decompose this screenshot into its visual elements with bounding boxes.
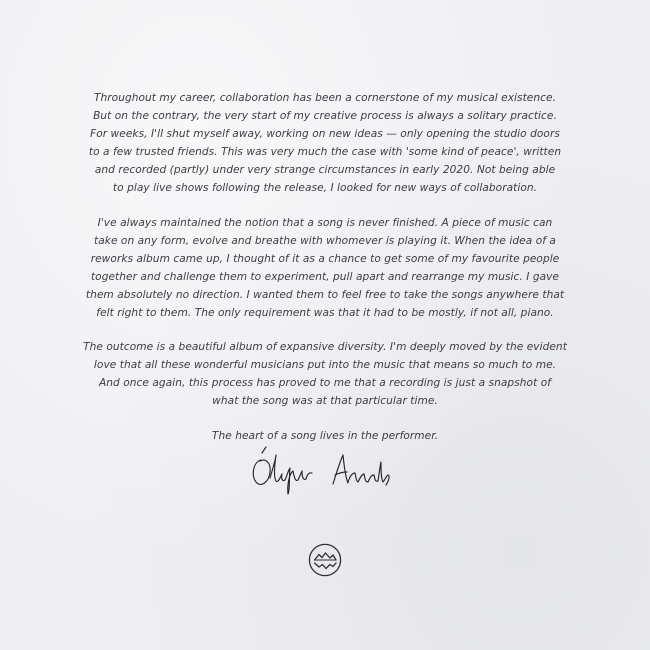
paragraph-2	[78, 214, 572, 323]
paragraph-line: to play live shows following the release, I looked for new ways of collaboration.	[112, 182, 538, 195]
paragraph-3	[78, 338, 572, 410]
paragraph-line: felt right to them. The only requirement was that it had to be mostly, if not all, piano.	[96, 307, 554, 320]
paragraph-line: For weeks, I'll shut myself away, working on new ideas — only opening the studio doors	[90, 128, 560, 141]
paragraph-line: And once again, this process has proved to me that a recording is just a snapshot of	[98, 377, 552, 390]
paragraph-line: I've always maintained the notion that a song is never finished. A piece of music can	[97, 216, 553, 229]
paragraph-line: and recorded (partly) under very strange circumstances in early 2020. Not being able	[94, 164, 556, 177]
paragraph-line: The outcome is a beautiful album of expansive diversity. I'm deeply moved by the evident	[83, 341, 567, 354]
paragraph-line: them absolutely no direction. I wanted them to feel free to take the songs anywhere that	[85, 288, 565, 301]
paragraph-line: reworks album came up, I thought of it as a chance to get some of my favourite people	[90, 252, 560, 265]
paragraph-line: what the song was at that particular time.	[212, 395, 438, 408]
paragraph-1	[78, 89, 572, 198]
paragraph-line: Throughout my career, collaboration has been a cornerstone of my musical existence.	[93, 92, 557, 104]
closing-line: The heart of a song lives in the performer.	[211, 429, 439, 442]
paragraph-line: But on the contrary, the very start of my creative process is always a solitary practice.	[93, 110, 557, 123]
paragraph-line: to a few trusted friends. This was very much the case with 'some kind of peace', written	[88, 146, 562, 159]
letter-body	[78, 89, 572, 445]
signature	[245, 438, 395, 496]
brand-logo-icon	[308, 543, 342, 577]
paragraph-line: love that all these wonderful musicians put into the music that means so much to me.	[93, 359, 557, 372]
paragraph-line: take on any form, evolve and breathe with whomever is playing it. When the idea of a	[94, 234, 556, 247]
paragraph-line: together and challenge them to experiment, pull apart and rearrange my music. I gave	[90, 270, 560, 283]
